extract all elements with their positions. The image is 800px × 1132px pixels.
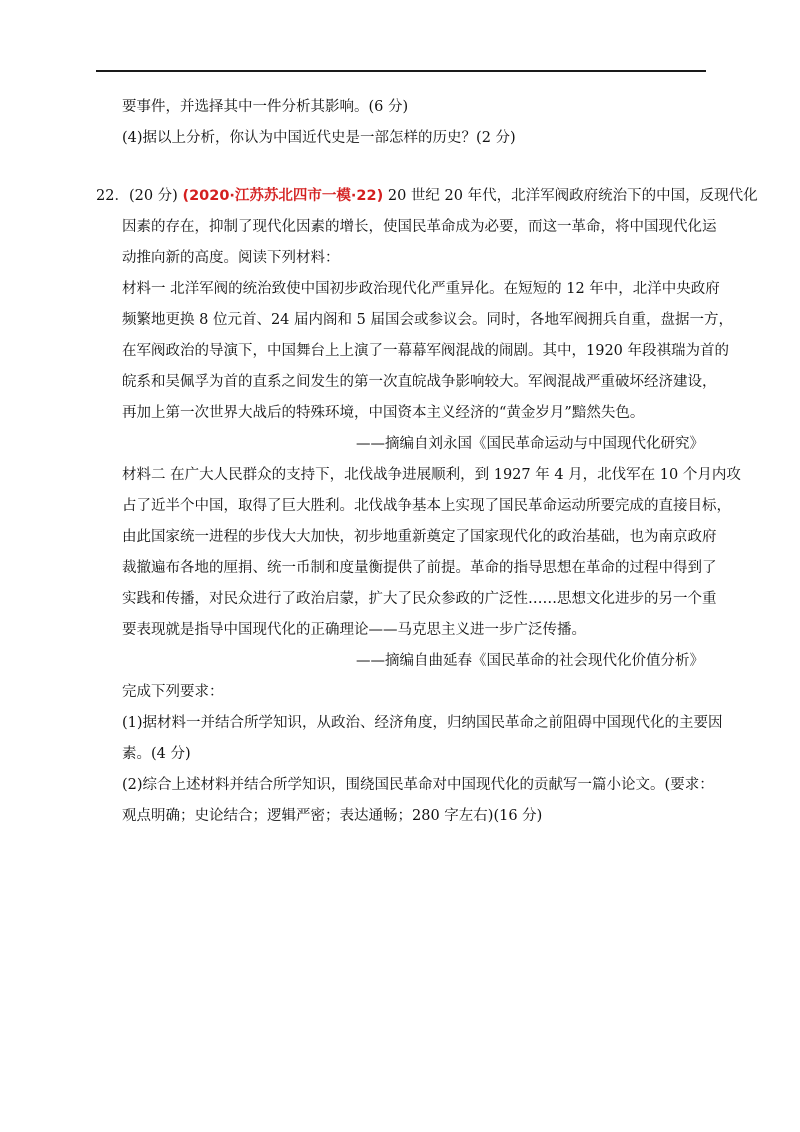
header-rule [96, 70, 706, 72]
requirement2-line2: 观点明确；史论结合；逻辑严密；表达通畅；280 字左右)(16 分) [122, 808, 543, 824]
material2-line1: 材料二 在广大人民群众的支持下，北伐战争进展顺利，到 1927 年 4 月，北伐军在 10 个月内攻 [122, 467, 741, 483]
requirement1-line2: 素。(4 分) [122, 746, 191, 762]
q22-first-line [96, 186, 758, 206]
question-score: (20 分) [128, 188, 178, 204]
prev-question-line1: 要事件，并选择其中一件分析其影响。(6 分) [122, 99, 409, 115]
prev-question-line2: (4)据以上分析，你认为中国近代史是一部怎样的历史？(2 分) [122, 130, 516, 146]
material2-line5: 实践和传播，对民众进行了政治启蒙，扩大了民众参政的广泛性……思想文化进步的另一个重 [122, 591, 717, 607]
intro-line3: 动推向新的高度。阅读下列材料： [122, 250, 340, 266]
source-tag: (2020·江苏苏北四市一模·22) [182, 188, 384, 204]
material2-line6: 要表现就是指导中国现代化的正确理论——马克思主义进一步广泛传播。 [122, 622, 586, 638]
material1-line3: 在军阀政治的导演下，中国舞台上上演了一幕幕军阀混战的闹剧。其中，1920 年段祺瑞为首的 [122, 343, 730, 359]
requirement2-line1: (2)综合上述材料并结合所学知识，围绕国民革命对中国现代化的贡献写一篇小论文。(要求： [122, 777, 714, 793]
material2-line2: 占了近半个中国，取得了巨大胜利。北伐战争基本上实现了国民革命运动所要完成的直接目标， [122, 498, 731, 514]
material2-source: ——摘编自曲延春《国民革命的社会现代化价值分析》 [356, 653, 704, 669]
intro-line1: 20 世纪 20 年代，北洋军阀政府统治下的中国，反现代化 [387, 188, 758, 204]
material1-source: ——摘编自刘永国《国民革命运动与中国现代化研究》 [356, 436, 704, 452]
requirements-heading: 完成下列要求： [122, 684, 224, 700]
material1-line4: 皖系和吴佩孚为首的直系之间发生的第一次直皖战争影响较大。军阀混战严重破坏经济建设， [122, 374, 717, 390]
material2-line3: 由此国家统一进程的步伐大大加快，初步地重新奠定了国家现代化的政治基础，也为南京政府 [122, 529, 717, 545]
material2-line4: 裁撤遍布各地的厘捐、统一币制和度量衡提供了前提。革命的指导思想在革命的过程中得到了 [122, 560, 717, 576]
requirement1-line1: (1)据材料一并结合所学知识，从政治、经济角度，归纳国民革命之前阻碍中国现代化的主要因 [122, 715, 723, 731]
material1-line2: 频繁地更换 8 位元首、24 届内阁和 5 届国会或参议会。同时，各地军阀拥兵自重，盘据一方， [122, 312, 733, 328]
question-number: 22． [96, 188, 129, 204]
material1-line5: 再加上第一次世界大战后的特殊环境，中国资本主义经济的“黄金岁月”黯然失色。 [122, 405, 645, 421]
material1-line1: 材料一 北洋军阀的统治致使中国初步政治现代化严重异化。在短短的 12 年中，北洋中央政府 [122, 281, 720, 297]
intro-line2: 因素的存在，抑制了现代化因素的增长，使国民革命成为必要，而这一革命，将中国现代化运 [122, 219, 717, 235]
